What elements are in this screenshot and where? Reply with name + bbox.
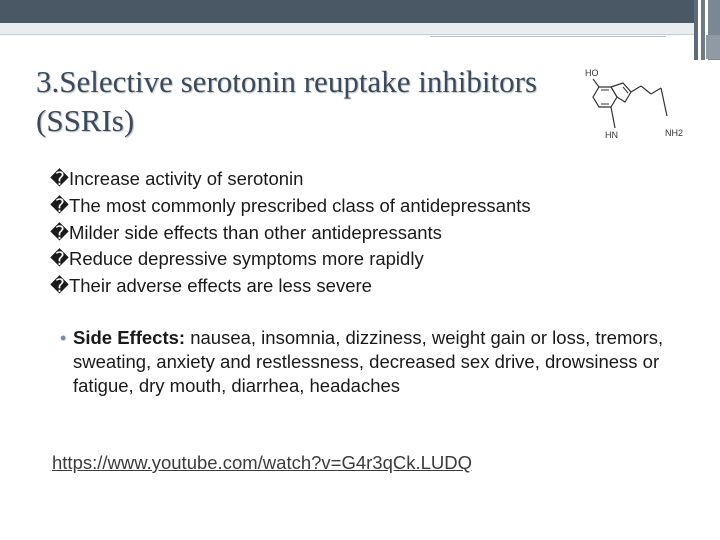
top-bar-accent — [0, 23, 720, 34]
bullet-item: �Their adverse effects are less severe — [50, 275, 372, 297]
right-decoration-block — [706, 35, 720, 59]
bullet-list — [50, 166, 690, 300]
bullet-item: �Reduce depressive symptoms more rapidly — [50, 248, 424, 270]
slide-title: 3.Selective serotonin reuptake inhibitors (SSRIs) — [36, 64, 538, 138]
nh2-label: NH2 — [665, 128, 684, 138]
serotonin-structure-icon — [585, 66, 695, 146]
youtube-link[interactable]: https://www.youtube.com/watch?v=G4r3qCk.LUDQ — [52, 452, 473, 473]
side-effects-paragraph — [60, 326, 693, 398]
bullet-item: �Milder side effects than other antidepressants — [50, 221, 442, 243]
top-bar-dark — [0, 0, 720, 23]
hn-label: HN — [605, 130, 618, 140]
bullet-dot: • — [60, 328, 67, 348]
ho-label: HO — [585, 68, 599, 78]
side-effects-text: nausea, insomnia, dizziness, weight gain or loss, tremors, sweating, anxiety and restlessness, decreased sex drive, drowsiness or fatigue, dry mouth, diarrhea, headaches — [73, 327, 664, 396]
side-effects-label: Side Effects: — [73, 327, 186, 348]
top-bar-line — [0, 34, 720, 35]
bullet-item: �The most commonly prescribed class of antidepressants — [50, 194, 531, 216]
title-decoration-line — [430, 36, 666, 43]
bullet-item: �Increase activity of serotonin — [50, 168, 304, 189]
